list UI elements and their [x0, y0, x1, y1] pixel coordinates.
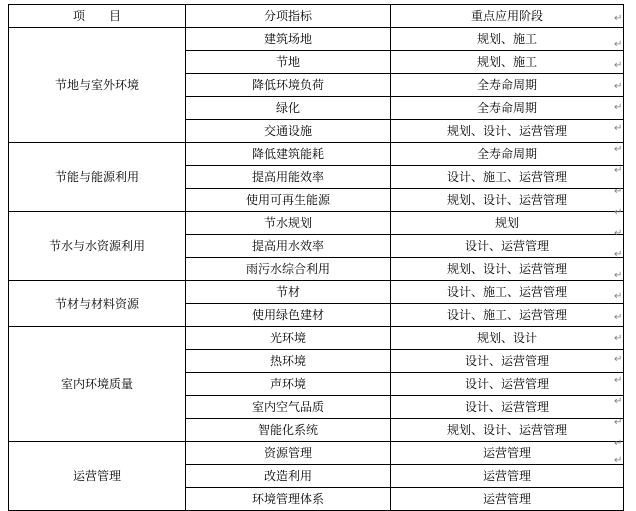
paragraph-mark-icon: ↵	[614, 144, 623, 155]
paragraph-mark-icon: ↵	[614, 312, 623, 323]
stage-cell: 规划、设计、运营管理	[391, 120, 624, 143]
column-header-stage: 重点应用阶段	[391, 5, 624, 28]
stage-cell: 设计、运营管理	[391, 350, 624, 373]
category-cell-operation: 运营管理	[9, 442, 186, 511]
category-cell-energy: 节能与能源利用	[9, 143, 186, 212]
indicator-cell: 交通设施	[186, 120, 391, 143]
stage-cell: 运营管理	[391, 488, 624, 511]
indicator-cell: 降低建筑能耗	[186, 143, 391, 166]
stage-cell: 规划、设计	[391, 327, 624, 350]
category-cell-indoor: 室内环境质量	[9, 327, 186, 442]
paragraph-mark-icon: ↵	[614, 39, 623, 50]
stage-cell: 全寿命周期	[391, 143, 624, 166]
category-cell-water: 节水与水资源利用	[9, 212, 186, 281]
indicator-cell: 声环境	[186, 373, 391, 396]
paragraph-mark-icon: ↵	[614, 249, 623, 260]
indicator-cell: 节地	[186, 51, 391, 74]
table-row	[9, 28, 624, 51]
paragraph-mark-icon: ↵	[614, 123, 623, 134]
indicator-cell: 热环境	[186, 350, 391, 373]
indicator-cell: 提高用能效率	[186, 166, 391, 189]
stage-cell: 规划、施工	[391, 51, 624, 74]
table-row	[9, 212, 624, 235]
table-row	[9, 281, 624, 304]
indicator-cell: 节水规划	[186, 212, 391, 235]
table-row	[9, 327, 624, 350]
paragraph-mark-icon: ↵	[614, 396, 623, 407]
paragraph-mark-icon: ↵	[614, 375, 623, 386]
indicator-cell: 环境管理体系	[186, 488, 391, 511]
stage-cell: 设计、运营管理	[391, 396, 624, 419]
green-building-indicator-table	[8, 4, 624, 511]
paragraph-mark-icon: ↵	[614, 417, 623, 428]
paragraph-mark-icon: ↵	[614, 13, 623, 24]
column-header-sub-indicator: 分项指标	[186, 5, 391, 28]
stage-cell: 设计、施工、运营管理	[391, 304, 624, 327]
paragraph-mark-icon: ↵	[614, 333, 623, 344]
stage-cell: 全寿命周期	[391, 97, 624, 120]
indicator-cell: 使用可再生能源	[186, 189, 391, 212]
stage-cell: 设计、施工、运营管理	[391, 166, 624, 189]
column-header-item: 项 目	[9, 5, 186, 28]
stage-cell: 全寿命周期	[391, 74, 624, 97]
indicator-cell: 雨污水综合利用	[186, 258, 391, 281]
indicator-cell: 资源管理	[186, 442, 391, 465]
table-body	[9, 5, 624, 511]
paragraph-mark-icon: ↵	[614, 228, 623, 239]
paragraph-mark-icon: ↵	[614, 270, 623, 281]
stage-cell: 设计、运营管理	[391, 373, 624, 396]
stage-cell: 设计、运营管理	[391, 235, 624, 258]
paragraph-mark-icon: ↵	[614, 207, 623, 218]
stage-cell: 规划、施工	[391, 28, 624, 51]
paragraph-mark-icon: ↵	[614, 186, 623, 197]
table-row	[9, 143, 624, 166]
paragraph-mark-icon: ↵	[614, 102, 623, 113]
indicator-cell: 建筑场地	[186, 28, 391, 51]
table-header-row	[9, 5, 624, 28]
category-cell-site: 节地与室外环境	[9, 28, 186, 143]
paragraph-mark-icon: ↵	[614, 81, 623, 92]
document-page	[0, 4, 636, 506]
indicator-cell: 使用绿色建材	[186, 304, 391, 327]
indicator-cell: 节材	[186, 281, 391, 304]
paragraph-mark-icon: ↵	[614, 165, 623, 176]
indicator-cell: 提高用水效率	[186, 235, 391, 258]
paragraph-mark-icon: ↵	[614, 354, 623, 365]
stage-cell: 规划、设计、运营管理	[391, 419, 624, 442]
stage-cell: 规划	[391, 212, 624, 235]
indicator-cell: 智能化系统	[186, 419, 391, 442]
stage-cell: 规划、设计、运营管理	[391, 258, 624, 281]
paragraph-mark-icon: ↵	[614, 455, 623, 466]
indicator-cell: 降低环境负荷	[186, 74, 391, 97]
stage-cell: 运营管理	[391, 442, 624, 465]
indicator-cell: 光环境	[186, 327, 391, 350]
stage-cell: 设计、施工、运营管理	[391, 281, 624, 304]
paragraph-mark-icon: ↵	[614, 60, 623, 71]
indicator-cell: 绿化	[186, 97, 391, 120]
category-cell-material: 节材与材料资源	[9, 281, 186, 327]
stage-cell: 规划、设计、运营管理	[391, 189, 624, 212]
table-row	[9, 442, 624, 465]
paragraph-mark-icon: ↵	[614, 291, 623, 302]
indicator-cell: 室内空气品质	[186, 396, 391, 419]
paragraph-mark-icon: ↵	[614, 438, 623, 449]
indicator-cell: 改造利用	[186, 465, 391, 488]
stage-cell: 运营管理	[391, 465, 624, 488]
